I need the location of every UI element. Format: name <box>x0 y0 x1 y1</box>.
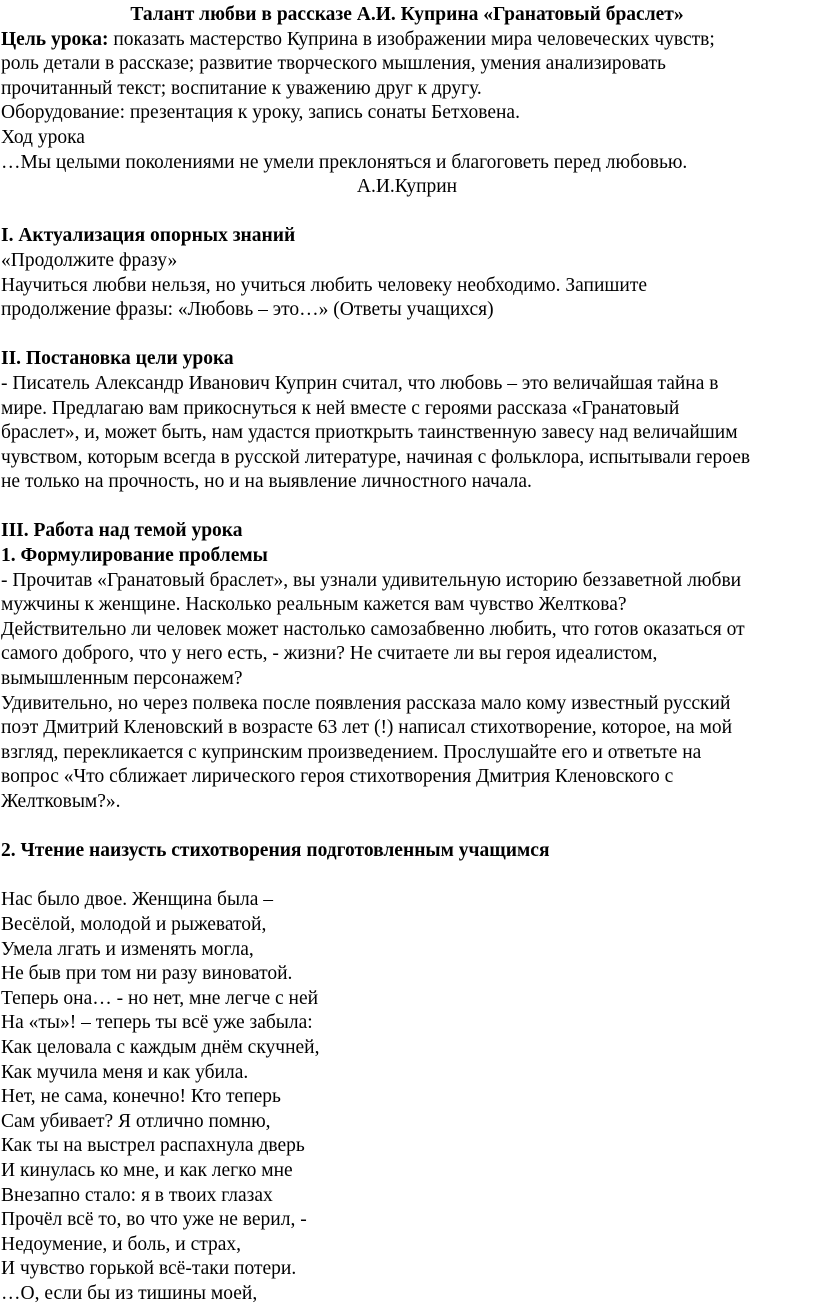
poem-line: Не быв при том ни разу виноватой. <box>1 963 293 985</box>
subsection1-line: вопрос «Что сближает лирического героя стихотворения Дмитрия Кленовского с <box>1 766 674 788</box>
poem-line: Недоумение, и боль, и страх, <box>1 1233 242 1255</box>
epigraph-author: А.И.Куприн <box>356 176 458 198</box>
poem <box>1 888 813 1306</box>
poem-line: Как ты на выстрел распахнула дверь <box>1 1135 305 1157</box>
poem-line: Сам убивает? Я отлично помню, <box>1 1110 271 1132</box>
spacer <box>1 864 813 889</box>
spacer <box>1 200 813 225</box>
goal-line-3: прочитанный текст; воспитание к уважению друг к другу. <box>1 77 482 99</box>
section2-heading: II. Постановка цели урока <box>1 348 234 370</box>
subsection1-line: поэт Дмитрий Кленовский в возрасте 63 лет (!) написал стихотворение, которое, на мой <box>1 717 733 739</box>
goal-line-1 <box>1 28 813 53</box>
goal-text-1: показать мастерство Куприна в изображении мира человеческих чувств; <box>108 28 715 50</box>
subsection1-line: Удивительно, но через полвека после появления рассказа мало кому известный русский <box>1 692 731 714</box>
document-page <box>1 3 813 1306</box>
epigraph-text: …Мы целыми поколениями не умели преклоняться и благоговеть перед любовью. <box>1 151 688 173</box>
poem-line: …О, если бы из тишины моей, <box>1 1282 258 1304</box>
poem-line: Теперь она… - но нет, мне легче с ней <box>1 987 319 1009</box>
section2-line: мире. Предлагаю вам прикоснуться к ней вместе с героями рассказа «Гранатовый <box>1 397 680 419</box>
section1-line: «Продолжите фразу» <box>1 249 178 271</box>
poem-line: Прочёл всё то, во что уже не верил, - <box>1 1209 307 1231</box>
poem-line: Как мучила меня и как убила. <box>1 1061 249 1083</box>
document-title: Талант любви в рассказе А.И. Куприна «Гранатовый браслет» <box>130 4 684 25</box>
poem-line: Нет, не сама, конечно! Кто теперь <box>1 1086 281 1108</box>
section1-line: продолжение фразы: «Любовь – это…» (Ответы учащихся) <box>1 299 494 321</box>
subsection1-line: Действительно ли человек может настолько самозабвенно любить, что готов оказаться от <box>1 618 745 640</box>
section1-heading: I. Актуализация опорных знаний <box>1 225 296 247</box>
subsection1-line: самого доброго, что у него есть, - жизни? Не считаете ли вы героя идеалистом, <box>1 643 658 665</box>
poem-line: Внезапно стало: я в твоих глазах <box>1 1184 273 1206</box>
poem-line: И чувство горькой всё-таки потери. <box>1 1258 297 1280</box>
poem-line: Нас было двое. Женщина была – <box>1 889 274 911</box>
subsection1-line: взгляд, перекликается с купринским произведением. Прослушайте его и ответьте на <box>1 741 702 763</box>
spacer <box>1 495 813 520</box>
poem-line: Умела лгать и изменять могла, <box>1 938 254 960</box>
goal-label: Цель урока: <box>1 28 109 50</box>
lesson-flow-heading: Ход урока <box>1 126 85 148</box>
goal-line-2: роль детали в рассказе; развитие творческого мышления, умения анализировать <box>1 53 666 75</box>
subsection1-line: - Прочитав «Гранатовый браслет», вы узнали удивительную историю беззаветной любви <box>1 569 742 591</box>
spacer <box>1 815 813 840</box>
subsection1-line: мужчины к женщине. Насколько реальным кажется вам чувство Желткова? <box>1 594 627 616</box>
subsection1-line: Желтковым?». <box>1 791 121 812</box>
section2-line: не только на прочность, но и на выявление личностного начала. <box>1 471 532 493</box>
poem-line: Как целовала с каждым днём скучней, <box>1 1036 320 1058</box>
section1-line: Научиться любви нельзя, но учиться любить человеку необходимо. Запишите <box>1 274 648 296</box>
section2-line: - Писатель Александр Иванович Куприн считал, что любовь – это величайшая тайна в <box>1 372 719 394</box>
section2-line: браслет», и, может быть, нам удастся приоткрыть таинственную завесу над величайшим <box>1 422 738 444</box>
subsection2-heading: 2. Чтение наизусть стихотворения подготовленным учащимся <box>1 840 550 862</box>
spacer <box>1 323 813 348</box>
poem-line: И кинулась ко мне, и как легко мне <box>1 1159 293 1181</box>
section3-heading: III. Работа над темой урока <box>1 520 243 542</box>
subsection1-line: вымышленным персонажем? <box>1 668 243 690</box>
subsection1-heading: 1. Формулирование проблемы <box>1 545 268 567</box>
poem-line: На «ты»! – теперь ты всё уже забыла: <box>1 1012 313 1034</box>
equipment-text: Оборудование: презентация к уроку, запись сонаты Бетховена. <box>1 102 520 124</box>
poem-line: Весёлой, молодой и рыжеватой, <box>1 913 267 935</box>
section2-line: чувством, которым всегда в русской литературе, начиная с фольклора, испытывали героев <box>1 446 751 468</box>
